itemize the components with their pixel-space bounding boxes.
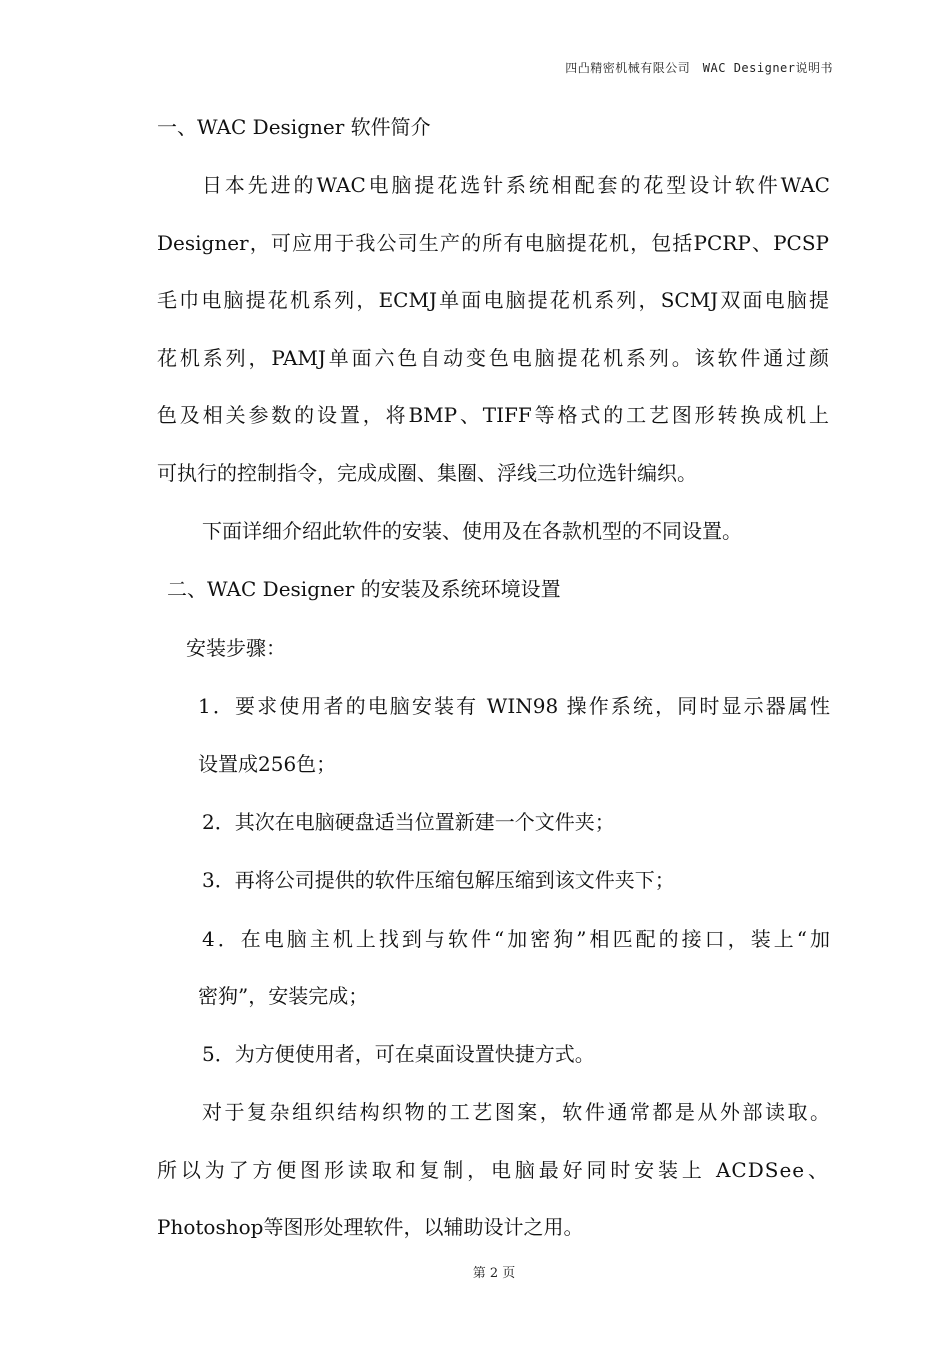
page-number: 第 2 页 [472,1266,516,1281]
para2: 下面详细介绍此软件的安装、使用及在各款机型的不同设置。 [202,519,742,543]
para3-line-3: Photoshop等图形处理软件，以辅助设计之用。 [157,1215,584,1239]
step5: 5．为方便使用者，可在桌面设置快捷方式。 [202,1042,595,1066]
para1-line-6: 可执行的控制指令，完成成圈、集圈、浮线三功位选针编织。 [157,461,697,485]
para1-line-1: 日本先进的WAC电脑提花选针系统相配套的花型设计软件WAC [202,173,830,197]
para3-line-1: 对于复杂组织结构织物的工艺图案，软件通常都是从外部读取。 [202,1100,830,1124]
section1-heading: 一、WAC Designer 软件简介 [157,115,431,139]
para3-line-2: 所以为了方便图形读取和复制，电脑最好同时安装上 ACDSee、 [157,1158,829,1182]
section2-heading: 二、WAC Designer 的安装及系统环境设置 [167,577,561,601]
step1-line-1: 1．要求使用者的电脑安装有 WIN98 操作系统，同时显示器属性 [198,694,830,718]
step3: 3．再将公司提供的软件压缩包解压缩到该文件夹下； [202,868,675,892]
para1-line-5: 色及相关参数的设置，将BMP、TIFF等格式的工艺图形转换成机上 [157,403,829,427]
steps-title: 安装步骤： [186,636,286,660]
step1-line-2: 设置成256色； [198,752,337,776]
step2: 2．其次在电脑硬盘适当位置新建一个文件夹； [202,810,615,834]
step4-line-1: 4．在电脑主机上找到与软件“加密狗”相匹配的接口，装上“加 [202,927,830,951]
para1-line-2: Designer，可应用于我公司生产的所有电脑提花机，包括PCRP、PCSP [157,231,829,255]
para1-line-3: 毛巾电脑提花机系列，ECMJ单面电脑提花机系列，SCMJ双面电脑提 [157,288,829,312]
page-header: 四凸精密机械有限公司 WAC Designer说明书 [565,61,833,75]
para1-line-4: 花机系列，PAMJ单面六色自动变色电脑提花机系列。该软件通过颜 [157,346,829,370]
step4-line-2: 密狗”，安装完成； [198,984,369,1008]
